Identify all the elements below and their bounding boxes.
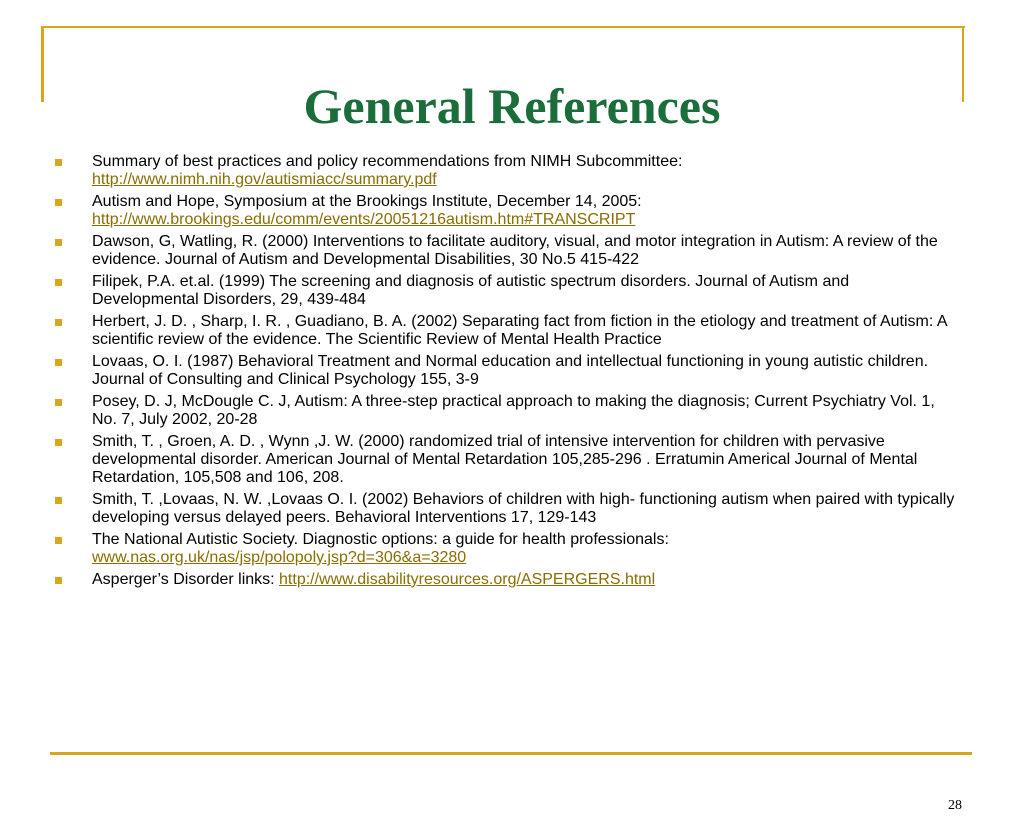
reference-link[interactable]: http://www.brookings.edu/comm/events/20051216autism.htm#TRANSCRIPT	[92, 211, 636, 228]
reference-text: Posey, D. J, McDougle C. J, Autism: A three-step practical approach to making the diagnosis; Current Psychiatry Vol. 1, No. 7, July 2002, 20-28	[92, 393, 935, 428]
page-number: 28	[948, 798, 962, 813]
reference-text: Autism and Hope, Symposium at the Brookings Institute, December 14, 2005:	[92, 193, 642, 210]
square-bullet-icon	[55, 439, 62, 446]
reference-item	[55, 433, 960, 487]
reference-text: Filipek, P.A. et.al. (1999) The screening and diagnosis of autistic spectrum disorders. Journal of Autism and Developmental Disorders, 29, 439-484	[92, 273, 850, 308]
reference-item	[55, 393, 960, 429]
reference-text: Summary of best practices and policy recommendations from NIMH Subcommittee:	[92, 153, 683, 170]
square-bullet-icon	[55, 577, 62, 584]
square-bullet-icon	[55, 497, 62, 504]
reference-text: The National Autistic Society. Diagnostic options: a guide for health professionals:	[92, 531, 669, 548]
square-bullet-icon	[55, 279, 62, 286]
square-bullet-icon	[55, 319, 62, 326]
reference-item	[55, 571, 960, 589]
reference-text: Herbert, J. D. , Sharp, I. R. , Guadiano, B. A. (2002) Separating fact from fiction in the etiology and treatment of Autism: A scientific review of the evidence. The Scientific Review of Mental Health Practice	[92, 313, 947, 348]
reference-item	[55, 353, 960, 389]
reference-item	[55, 491, 960, 527]
reference-link[interactable]: http://www.nimh.nih.gov/autismiacc/summary.pdf	[92, 171, 437, 188]
reference-text: Dawson, G, Watling, R. (2000) Interventions to facilitate auditory, visual, and motor integration in Autism: A review of the evidence. Journal of Autism and Developmental Disabilities, 30 No.5 415-422	[92, 233, 938, 268]
reference-item	[55, 193, 960, 229]
reference-item	[55, 313, 960, 349]
reference-list	[55, 153, 960, 593]
square-bullet-icon	[55, 359, 62, 366]
reference-text: Asperger’s Disorder links:	[92, 571, 280, 588]
square-bullet-icon	[55, 399, 62, 406]
reference-text: Smith, T. ,Lovaas, N. W. ,Lovaas O. I. (2002) Behaviors of children with high- functioning autism when paired with typically developing versus delayed peers. Behavioral Interventions 17, 129-143	[92, 491, 955, 526]
reference-item	[55, 153, 960, 189]
reference-item	[55, 531, 960, 567]
reference-item	[55, 233, 960, 269]
square-bullet-icon	[55, 537, 62, 544]
reference-link[interactable]: www.nas.org.uk/nas/jsp/polopoly.jsp?d=306&a=3280	[92, 549, 467, 566]
top-frame-line	[41, 26, 965, 28]
reference-text: Lovaas, O. I. (1987) Behavioral Treatment and Normal education and intellectual functioning in young autistic children. Journal of Consulting and Clinical Psychology 155, 3-9	[92, 353, 929, 388]
reference-link[interactable]: http://www.disabilityresources.org/ASPERGERS.html	[279, 571, 656, 588]
bottom-frame-line	[50, 752, 972, 755]
reference-text: Smith, T. , Groen, A. D. , Wynn ,J. W. (2000) randomized trial of intensive intervention for children with pervasive developmental disorder. American Journal of Mental Retardation 105,285-296 . Erratumin Americal Journal of Mental Retardation, 105,508 and 106, 208.	[92, 433, 918, 486]
square-bullet-icon	[55, 159, 62, 166]
reference-item	[55, 273, 960, 309]
slide-title: General References	[303, 77, 721, 134]
square-bullet-icon	[55, 239, 62, 246]
square-bullet-icon	[55, 199, 62, 206]
